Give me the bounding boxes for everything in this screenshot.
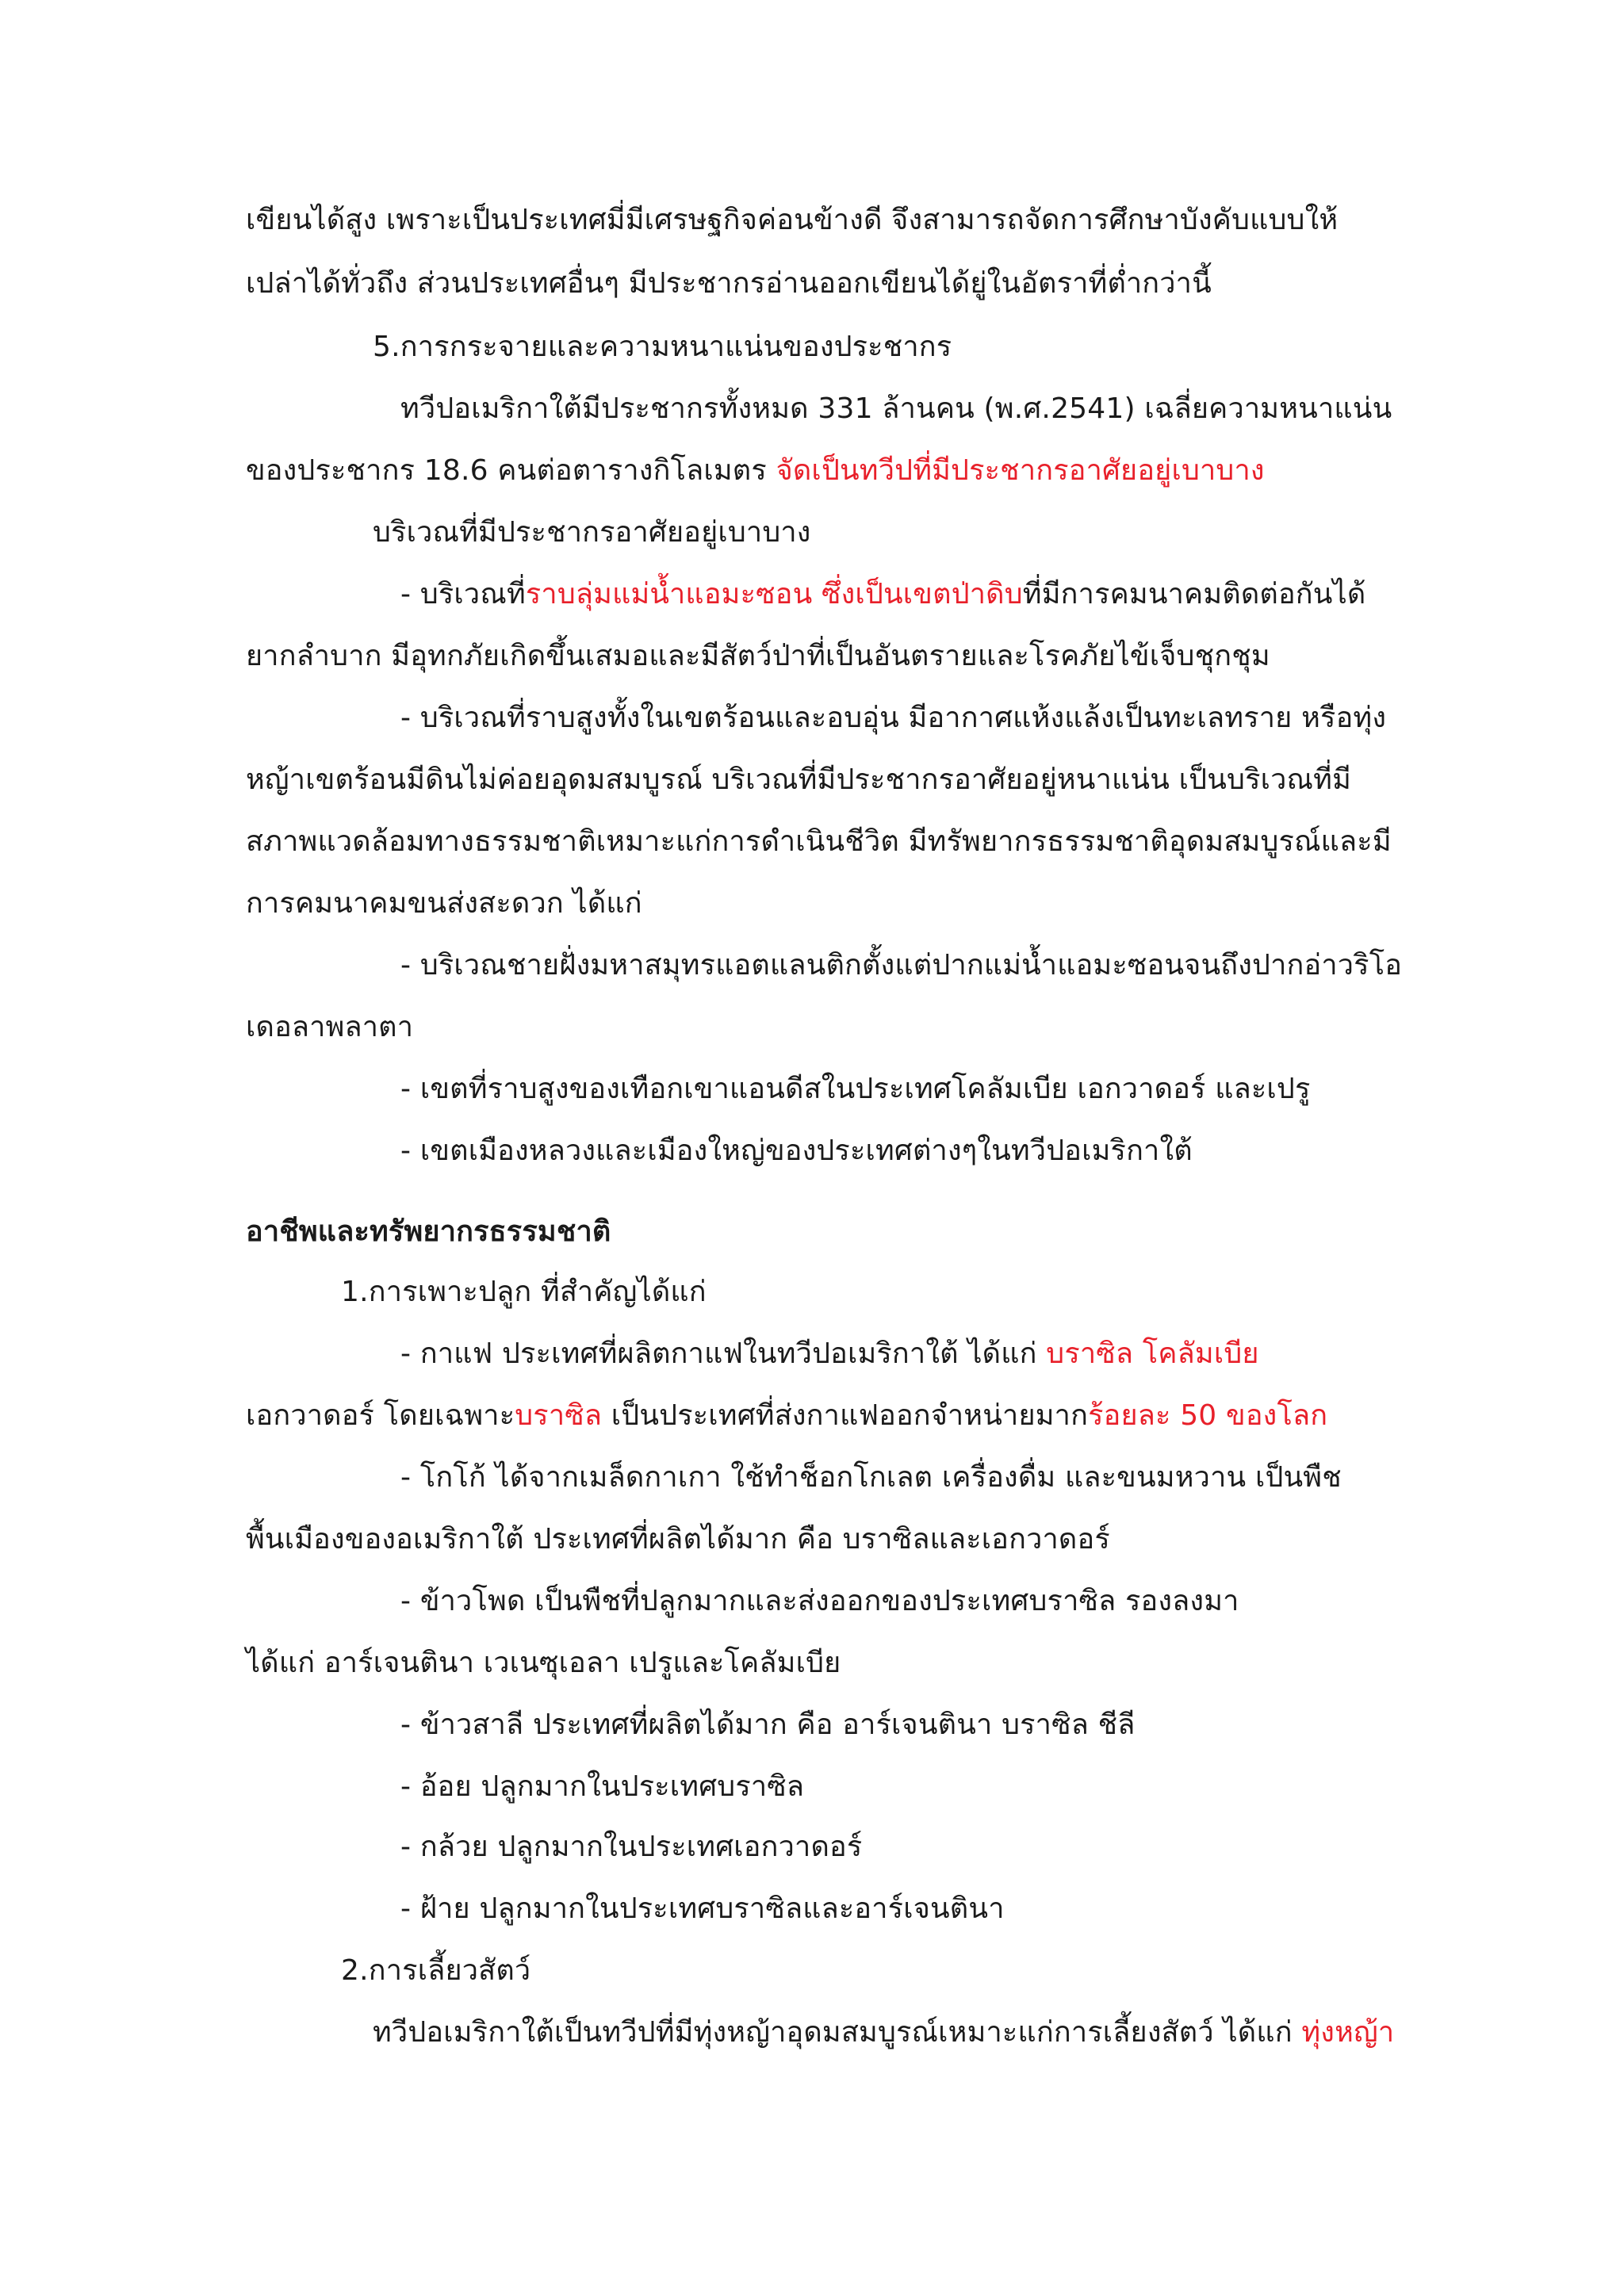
paragraph-line — [246, 761, 1351, 799]
text-run: - กาแฟ ประเทศที่ผลิตกาแฟในทวีปอเมริกาใต้ ได้แก่ — [400, 1337, 1047, 1370]
list-item — [400, 1828, 862, 1866]
text-run: ยากลำบาก มีอุทกภัยเกิดขึ้นเสมอและมีสัตว์ป่าที่เป็นอันตรายและโรคภัยไข้เจ็บชุกชุม — [246, 640, 1270, 672]
text-run: สภาพแวดล้อมทางธรรมชาติเหมาะแก่การดำเนินชีวิต มีทรัพยากรธรรมชาติอุดมสมบูรณ์และมี — [246, 825, 1392, 858]
paragraph-line — [373, 2014, 1394, 2052]
text-run: - ข้าวโพด เป็นพืชที่ปลูกมากและส่งออกของประเทศบราซิล รองลงมา — [400, 1585, 1239, 1617]
text-run: - บริเวณชายฝั่งมหาสมุทรแอตแลนติกตั้งแต่ปากแม่น้ำแอมะซอนจนถึงปากอ่าวริโอ — [400, 949, 1403, 982]
highlight-text: บราซิล โคลัมเบีย — [1046, 1337, 1259, 1370]
paragraph-line — [400, 390, 1392, 428]
text-run: - บริเวณที่ — [400, 578, 526, 610]
list-item — [400, 1070, 1311, 1108]
highlight-text: ทุ่งหญ้า — [1301, 2016, 1395, 2049]
section-heading-occupation — [246, 1213, 611, 1251]
section-heading-distribution — [373, 328, 952, 366]
text-run: พื้นเมืองของอเมริกาใต้ ประเทศที่ผลิตได้มาก คือ บราซิลและเอกวาดอร์ — [246, 1523, 1110, 1556]
list-item — [400, 1768, 804, 1806]
text-run: เดอลาพลาตา — [246, 1011, 414, 1043]
text-run: เปล่าได้ทั่วถึง ส่วนประเทศอื่นๆ มีประชากรอ่านออกเขียนได้ยู่ในอัตราที่ต่ำกว่านี้ — [246, 267, 1212, 300]
paragraph-line — [246, 452, 1265, 490]
text-run: เขียนได้สูง เพราะเป็นประเทศมี่มีเศรษฐกิจค่อนข้างดี จึงสามารถจัดการศึกษาบังคับแบบให้ — [246, 204, 1339, 236]
text-run: - ฝ้าย ปลูกมากในประเทศบราซิลและอาร์เจนตินา — [400, 1892, 1005, 1925]
list-item — [400, 1706, 1136, 1744]
text-run: - เขตเมืองหลวงและเมืองใหญ่ของประเทศต่างๆในทวีปอเมริกาใต้ — [400, 1135, 1193, 1167]
list-item — [400, 1132, 1193, 1170]
highlight-text: จัดเป็นทวีปที่มีประชากรอาศัยอยู่เบาบาง — [776, 454, 1265, 487]
text-run: เอกวาดอร์ โดยเฉพาะ — [246, 1399, 515, 1432]
highlight-text: บราซิล — [515, 1399, 603, 1432]
text-run: - ข้าวสาลี ประเทศที่ผลิตได้มาก คือ อาร์เจนตินา บราซิล ชีลี — [400, 1709, 1136, 1741]
subheading-sparse-areas — [373, 514, 811, 552]
text-run: บริเวณที่มีประชากรอาศัยอยู่เบาบาง — [373, 516, 811, 549]
subheading-livestock — [341, 1952, 530, 1990]
list-item — [400, 1459, 1342, 1497]
text-run: อาชีพและทรัพยากรธรรมชาติ — [246, 1215, 611, 1248]
paragraph-line — [246, 201, 1338, 239]
text-run: 2.การเลี้ยวสัตว์ — [341, 1954, 531, 1987]
paragraph-line — [246, 1644, 841, 1682]
text-run: - โกโก้ ได้จากเมล็ดกาเกา ใช้ทำช็อกโกเลต เครื่องดื่ม และขนมหวาน เป็นพืช — [400, 1461, 1342, 1494]
list-item — [400, 947, 1402, 985]
highlight-text: ราบลุ่มแม่น้ำแอมะซอน ซึ่งเป็นเขตป่าดิบ — [525, 578, 1023, 610]
text-run: ที่มีการคมนาคมติดต่อกันได้ — [1022, 578, 1366, 610]
list-item — [400, 699, 1386, 737]
text-run: - บริเวณที่ราบสูงทั้งในเขตร้อนและอบอุ่น มีอากาศแห้งแล้งเป็นทะเลทราย หรือทุ่ง — [400, 702, 1387, 734]
paragraph-line — [246, 637, 1270, 675]
list-item — [400, 1582, 1239, 1621]
paragraph-line — [246, 1397, 1327, 1435]
text-run: เป็นประเทศที่ส่งกาแฟออกจำหน่ายมาก — [602, 1399, 1089, 1432]
text-run: ของประชากร 18.6 คนต่อตารางกิโลเมตร — [246, 454, 776, 487]
highlight-text: ร้อยละ 50 ของโลก — [1088, 1399, 1328, 1432]
text-run: - อ้อย ปลูกมากในประเทศบราซิล — [400, 1770, 805, 1803]
paragraph-line — [246, 1008, 413, 1047]
text-run: ได้แก่ อาร์เจนตินา เวเนซุเอลา เปรูและโคลัมเบีย — [246, 1647, 841, 1679]
text-run: - กล้วย ปลูกมากในประเทศเอกวาดอร์ — [400, 1831, 863, 1863]
paragraph-line — [246, 1521, 1110, 1559]
text-run: หญ้าเขตร้อนมีดินไม่ค่อยอุดมสมบูรณ์ บริเวณที่มีประชากรอาศัยอยู่หนาแน่น เป็นบริเวณที่มี — [246, 763, 1352, 796]
text-run: 1.การเพาะปลูก ที่สำคัญได้แก่ — [341, 1276, 707, 1308]
subheading-cultivation — [341, 1273, 707, 1311]
paragraph-line — [246, 885, 642, 923]
list-item — [400, 1890, 1005, 1928]
text-run: - เขตที่ราบสูงของเทือกเขาแอนดีสในประเทศโคลัมเบีย เอกวาดอร์ และเปรู — [400, 1073, 1311, 1105]
text-run: การคมนาคมขนส่งสะดวก ได้แก่ — [246, 887, 642, 920]
text-run: ทวีปอเมริกาใต้มีประชากรทั้งหมด 331 ล้านคน (พ.ศ.2541) เฉลี่ยความหนาแน่น — [400, 392, 1392, 425]
text-run: 5.การกระจายและความหนาแน่นของประชากร — [373, 331, 952, 363]
text-run: ทวีปอเมริกาใต้เป็นทวีปที่มีทุ่งหญ้าอุดมสมบูรณ์เหมาะแก่การเลี้ยงสัตว์ ได้แก่ — [373, 2016, 1302, 2049]
paragraph-line — [246, 265, 1212, 303]
paragraph-line — [246, 823, 1392, 861]
list-item — [400, 576, 1366, 614]
list-item — [400, 1335, 1259, 1373]
